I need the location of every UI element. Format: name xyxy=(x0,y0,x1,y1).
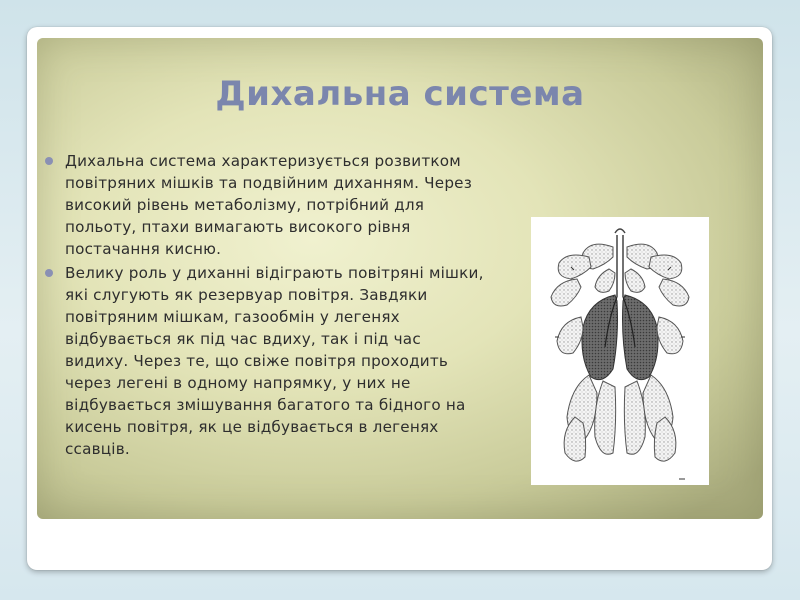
bullet-list xyxy=(45,150,485,462)
bullet-dot-icon xyxy=(45,269,53,277)
slide-title: Дихальна система xyxy=(215,74,585,114)
bird-respiratory-system-illustration-icon xyxy=(531,217,709,485)
bullet-text-1: Дихальна система характеризується розвитком повітряних мішків та подвійним диханням. Через високий рівень метаболізму, потрібний для польоту, птахи вимагають високого рівня постачання кисню. xyxy=(65,152,472,258)
bullet-item-1 xyxy=(45,150,485,260)
bullet-text-2: Велику роль у диханні відіграють повітряні мішки, які слугують як резервуар повітря. Завдяки повітряним мішкам, газообмін у легенях відбувається як під час вдиху, так і під час видиху. Через те, що свіже повітря проходить через легені в одному напрямку, у них не відбувається змішування багатого та бідного на кисень повітря, як це відбувається в легенях ссавців. xyxy=(65,264,484,458)
respiratory-system-figure xyxy=(531,217,709,485)
bullet-item-2 xyxy=(45,262,485,460)
bullet-dot-icon xyxy=(45,157,53,165)
